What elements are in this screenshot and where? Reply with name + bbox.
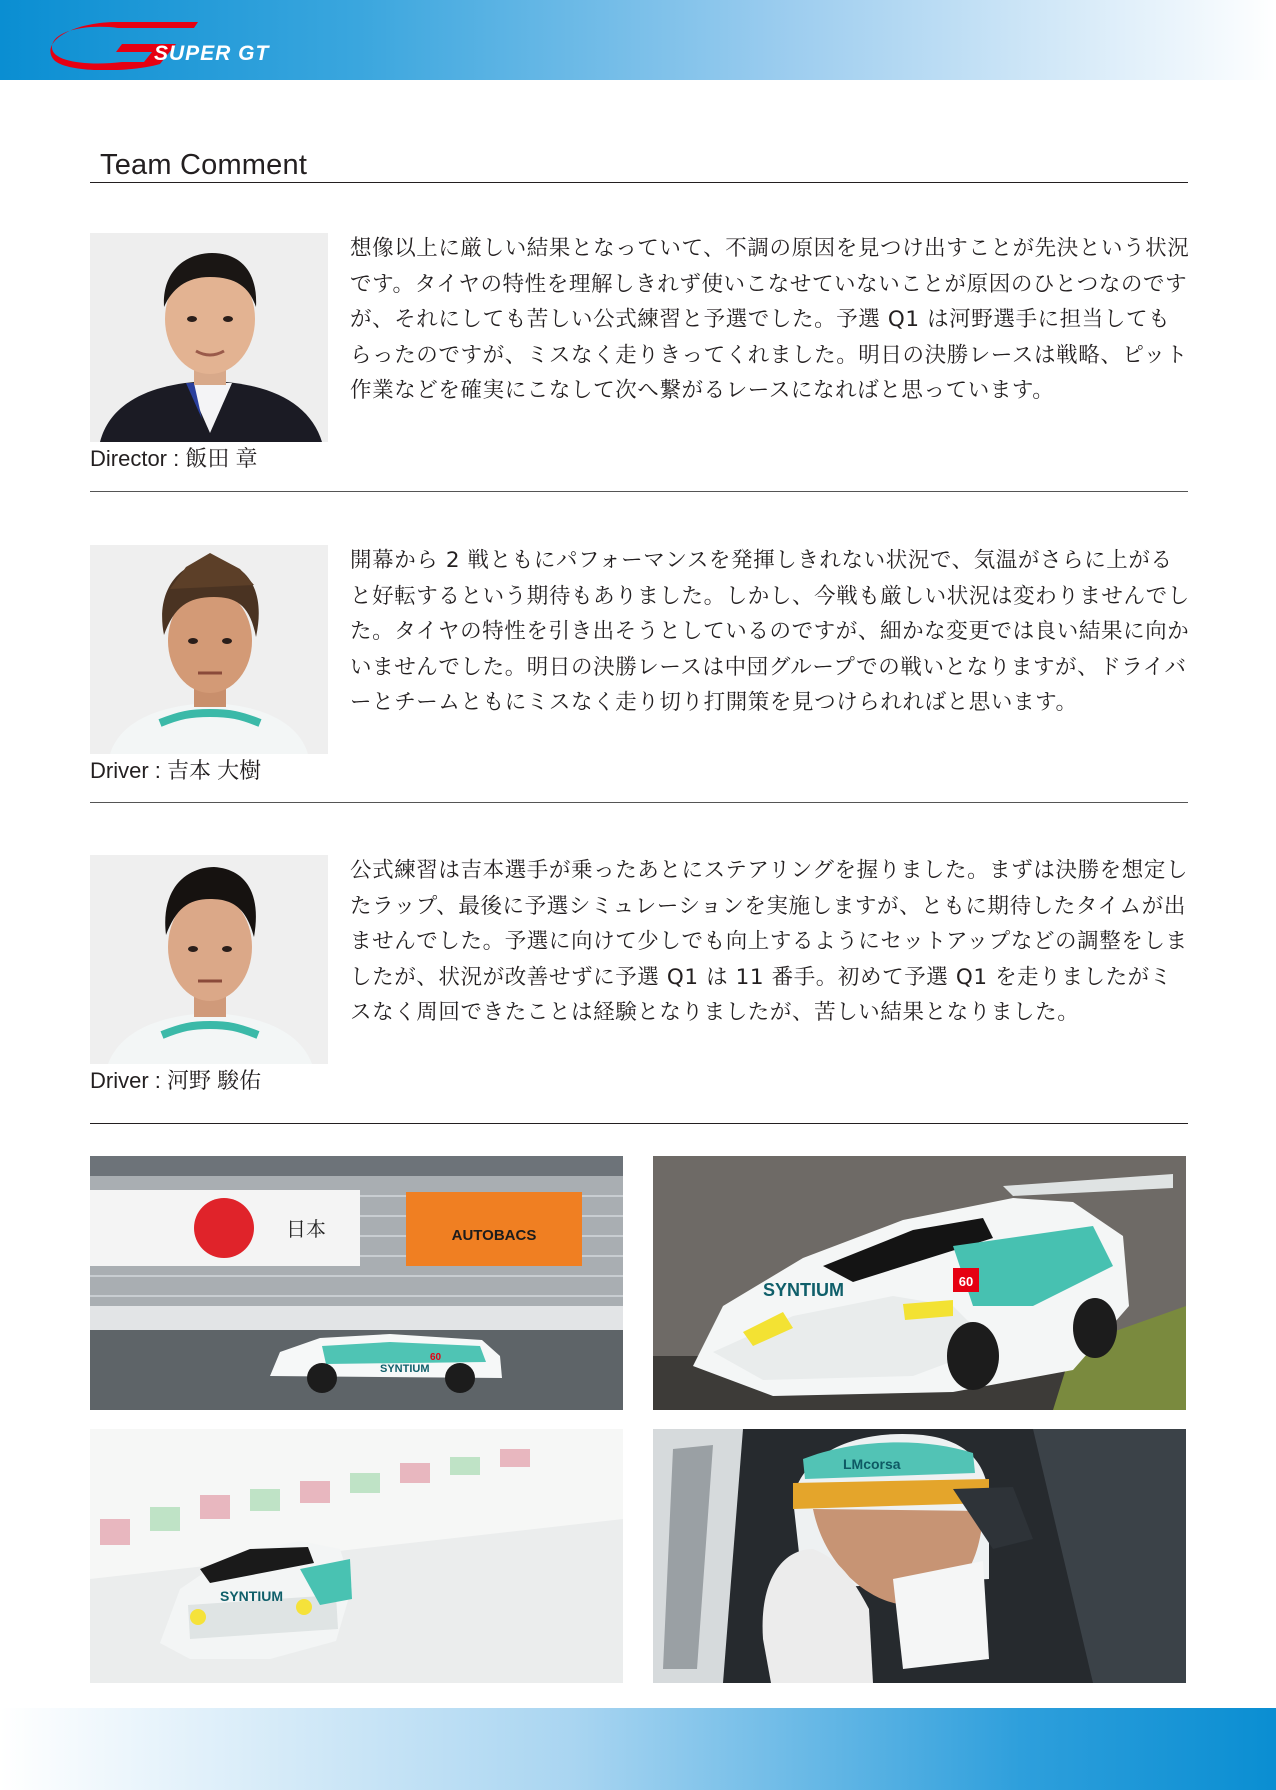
grandstand-car-number-text: 60 bbox=[430, 1352, 442, 1363]
section-title-text: Team Comment bbox=[100, 149, 308, 181]
comment-text-director: 想像以上に厳しい結果となっていて、不調の原因を見つけ出すことが先決という状況です。タイヤの特性を理解しきれず使いこなせていないことが原因のひとつなのですが、それにしても苦しい公式練習と予選でした。予選 Q1 は河野選手に担当してもらったのですが、ミスなく走りきってくれました。明日の決勝レースは戦略、ピット作業などを確実にこなして次へ繋がるレースになればと思っています。 bbox=[350, 236, 1190, 403]
portrait-driver-kono-image bbox=[90, 855, 328, 1064]
footer-band bbox=[0, 1708, 1276, 1790]
super-gt-logo bbox=[48, 22, 338, 70]
portrait-driver-yoshimoto bbox=[90, 545, 328, 754]
photo-car-front bbox=[653, 1156, 1186, 1410]
portrait-driver-kono bbox=[90, 855, 328, 1064]
grandstand-car-sponsor-text: SYNTIUM bbox=[380, 1363, 430, 1375]
comment-director bbox=[90, 233, 1188, 493]
portrait-director-image bbox=[90, 233, 328, 442]
car-front-number-text: 60 bbox=[958, 1274, 974, 1289]
photo-grandstand bbox=[90, 1156, 623, 1410]
divider-3 bbox=[90, 1123, 1188, 1124]
caption-driver-kono: Driver : 河野 駿佑 bbox=[90, 1068, 262, 1093]
grandstand-banner-left-text: 日本 bbox=[286, 1217, 326, 1241]
caption-director: Director : 飯田 章 bbox=[90, 446, 258, 471]
comment-driver-kono bbox=[90, 855, 1188, 1115]
comment-text-driver-kono: 公式練習は吉本選手が乗ったあとにステアリングを握りました。まずは決勝を想定したラップ、最後に予選シミュレーションを実施しますが、ともに期待したタイムが出ませんでした。予選に向けて少しでも向上するようにセットアップなどの調整をしましたが、状況が改善せずに予選 Q1 は 11 番手。初めて予選 Q1 を走りましたがミスなく周回できたことは経験となりましたが、苦しい結果となりました。 bbox=[350, 858, 1189, 1025]
section-title bbox=[90, 148, 1188, 183]
photo-driver-cockpit bbox=[653, 1429, 1186, 1683]
photo-car-track bbox=[90, 1429, 623, 1683]
grandstand-banner-right-text: AUTOBACS bbox=[451, 1227, 537, 1244]
portrait-driver-yoshimoto-image bbox=[90, 545, 328, 754]
comment-driver-yoshimoto bbox=[90, 545, 1188, 805]
comment-text-driver-yoshimoto: 開幕から 2 戦ともにパフォーマンスを発揮しきれない状況で、気温がさらに上がると好転するという期待もありました。しかし、今戦も厳しい状況は変わりませんでした。タイヤの特性を引き出そうとしているのですが、細かな変更では良い結果に向かいませんでした。明日の決勝レースは中団グループでの戦いとなりますが、ドライバーとチームともにミスなく走り切り打開策を見つけられればと思います。 bbox=[350, 548, 1190, 715]
car-front-sponsor-text: SYNTIUM bbox=[763, 1280, 844, 1300]
car-track-sponsor-text: SYNTIUM bbox=[220, 1588, 283, 1604]
helmet-sponsor-text: LMcorsa bbox=[843, 1456, 901, 1472]
divider-1 bbox=[90, 491, 1188, 492]
divider-2 bbox=[90, 802, 1188, 803]
caption-driver-yoshimoto: Driver : 吉本 大樹 bbox=[90, 758, 262, 783]
logo-text: SUPER GT bbox=[154, 42, 270, 65]
portrait-director bbox=[90, 233, 328, 442]
